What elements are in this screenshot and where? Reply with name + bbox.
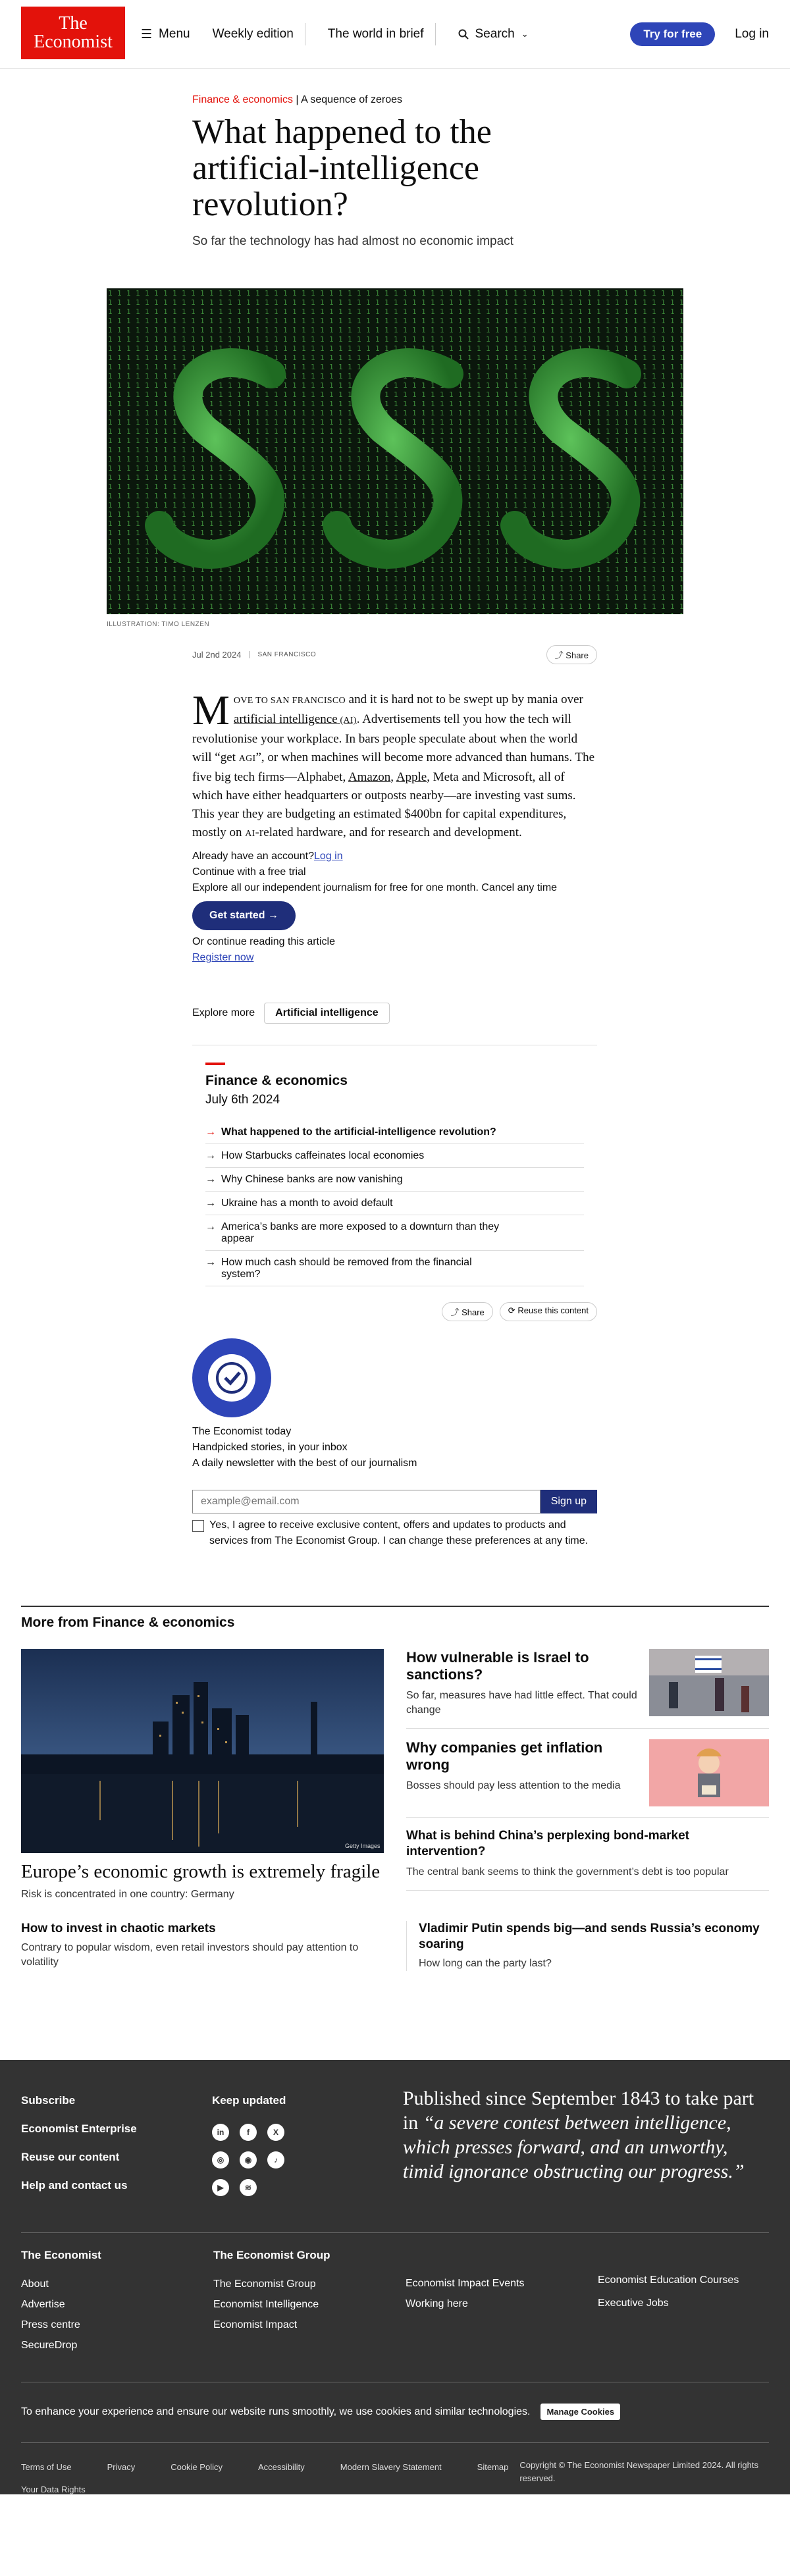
sitemap-link[interactable]: Sitemap bbox=[477, 2462, 509, 2472]
consent-text: Yes, I agree to receive exclusive content, offers and updates to products and services from The Economist Group. I can change these preferences at any time. bbox=[209, 1519, 589, 1546]
bottom-story-title: How to invest in chaotic markets bbox=[21, 1922, 216, 1935]
side-story[interactable] bbox=[406, 1828, 769, 1891]
rubric-separator: | bbox=[296, 94, 302, 105]
hamburger-icon: ☰ bbox=[141, 27, 153, 41]
related-item-title: Ukraine has a month to avoid default bbox=[221, 1197, 393, 1209]
body-text-segment: and it is hard not to be swept up by mania over bbox=[345, 693, 583, 706]
bottom-story[interactable] bbox=[21, 1921, 384, 1971]
body-text-segment: -related hardware, and for research and development. bbox=[255, 826, 522, 839]
ai-abbr: AI bbox=[245, 829, 255, 839]
side-story-title: How vulnerable is Israel to sanctions? bbox=[406, 1649, 589, 1683]
get-started-button[interactable]: Get started → bbox=[192, 901, 296, 930]
site-header bbox=[0, 0, 790, 69]
x-twitter-icon[interactable]: X bbox=[267, 2124, 284, 2141]
series-label: A sequence of zeroes bbox=[301, 94, 403, 105]
lead-story-title: Europe’s economic growth is extremely fragile bbox=[21, 1861, 381, 1882]
footer-group-links-2 bbox=[406, 2249, 598, 2355]
clock-face bbox=[208, 1354, 255, 1402]
related-item-title: What happened to the artificial-intelligence revolution? bbox=[221, 1126, 496, 1138]
related-item-title: How much cash should be removed from the financial system? bbox=[221, 1257, 472, 1280]
newsletter-form bbox=[192, 1490, 597, 1513]
arrow-right-icon: → bbox=[205, 1257, 216, 1268]
dollar-signs-illustration bbox=[107, 288, 683, 614]
arrow-right-icon: → bbox=[205, 1197, 216, 1209]
terms-link[interactable]: Terms of Use bbox=[21, 2462, 72, 2472]
newsletter-tagline: Handpicked stories, in your inbox bbox=[192, 1442, 348, 1453]
newsletter-info bbox=[192, 1424, 597, 1471]
list-item[interactable] bbox=[205, 1168, 584, 1192]
legal-bar bbox=[21, 2442, 769, 2501]
share-label: Share bbox=[461, 1307, 485, 1317]
more-from-heading: More from Finance & economics bbox=[21, 1615, 235, 1630]
newsletter-name: The Economist today bbox=[192, 1426, 292, 1437]
footer-link[interactable]: Executive Jobs bbox=[598, 2298, 669, 2309]
menu-label: Menu bbox=[159, 27, 190, 41]
ai-link-text: artificial intelligence bbox=[233, 712, 338, 726]
israel-protest-photo bbox=[649, 1649, 769, 1716]
footer-economist-heading: The Economist bbox=[21, 2249, 101, 2261]
share-label: Share bbox=[566, 650, 589, 660]
search-button[interactable] bbox=[458, 27, 529, 41]
body-text-segment: , bbox=[390, 770, 396, 784]
share-icon: ⤴ bbox=[554, 650, 564, 660]
economist-logo[interactable] bbox=[21, 7, 125, 59]
image-credit: ILLUSTRATION: TIMO LENZEN bbox=[107, 621, 210, 628]
email-input[interactable] bbox=[192, 1490, 540, 1513]
footer-link[interactable]: Working here bbox=[406, 2298, 468, 2309]
search-label: Search bbox=[475, 27, 515, 41]
cookie-policy-link[interactable]: Cookie Policy bbox=[171, 2462, 223, 2472]
facebook-icon[interactable]: f bbox=[240, 2124, 257, 2141]
lead-story-subtitle: Risk is concentrated in one country: Germany bbox=[21, 1889, 234, 1900]
cookie-notice bbox=[21, 2382, 769, 2420]
side-story-title: What is behind China’s perplexing bond-market intervention? bbox=[406, 1829, 690, 1858]
article-meta bbox=[192, 645, 597, 664]
related-list bbox=[205, 1120, 584, 1286]
agi-abbr: AGI bbox=[238, 754, 256, 764]
checkmark-icon bbox=[208, 1354, 255, 1402]
ai-link-abbr: (AI) bbox=[337, 716, 357, 725]
bottom-story-subtitle: Contrary to popular wisdom, even retail investors should pay attention to volatility bbox=[21, 1942, 359, 1968]
footer-link[interactable]: SecureDrop bbox=[21, 2340, 78, 2351]
consent-row bbox=[192, 1517, 597, 1549]
apple-link[interactable]: Apple bbox=[396, 770, 427, 784]
copyright: Copyright © The Economist Newspaper Limited 2024. All rights reserved. bbox=[519, 2460, 759, 2483]
share-icon: ⤴ bbox=[450, 1307, 462, 1317]
footer-link[interactable]: Economist Education Courses bbox=[598, 2274, 739, 2286]
body-text-segment: , Meta and Microsoft, all of which have either headquarters or outposts nearby—are investing vast sums. This year they are budgeting an estimated $400bn for capital expenditures, mostly on bbox=[192, 770, 576, 839]
arrow-right-icon: → bbox=[205, 1126, 216, 1138]
amazon-link[interactable]: Amazon bbox=[348, 770, 391, 784]
trial-description: Explore all our independent journalism for free for one month. Cancel any time bbox=[192, 882, 558, 893]
section-accent-bar bbox=[205, 1063, 225, 1065]
footer-divider bbox=[21, 2232, 769, 2233]
arrow-right-icon: → bbox=[205, 1174, 216, 1185]
paywall-panel bbox=[192, 849, 597, 966]
article-headline: What happened to the artificial-intelligence revolution? bbox=[192, 113, 492, 223]
footer-social bbox=[212, 2086, 403, 2199]
side-stories bbox=[406, 1649, 769, 1901]
side-story[interactable] bbox=[406, 1739, 769, 1818]
footer-link[interactable]: Economist Impact Events bbox=[406, 2278, 525, 2289]
explore-more bbox=[192, 1003, 597, 1024]
footer-group-links bbox=[213, 2249, 406, 2355]
list-item[interactable] bbox=[205, 1251, 584, 1286]
side-story[interactable] bbox=[406, 1649, 769, 1729]
dateline-location: SAN FRANCISCO bbox=[249, 651, 316, 658]
footer-group-heading: The Economist Group bbox=[213, 2249, 330, 2261]
world-in-brief-link[interactable]: The world in brief bbox=[327, 27, 424, 41]
manage-cookies-button[interactable]: Manage Cookies bbox=[540, 2404, 620, 2420]
section-link[interactable]: Finance & economics bbox=[192, 94, 293, 105]
hero-illustration bbox=[107, 288, 683, 614]
share-button-bottom[interactable] bbox=[442, 1302, 492, 1321]
article-actions bbox=[192, 1302, 597, 1321]
logo-line2: Economist bbox=[34, 32, 113, 52]
more-from-section bbox=[21, 1606, 769, 1971]
newsletter-description: A daily newsletter with the best of our journalism bbox=[192, 1458, 417, 1469]
arrow-right-icon: → bbox=[205, 1150, 216, 1161]
related-item-title: How Starbucks caffeinates local economies bbox=[221, 1150, 425, 1161]
lead-small-caps: OVE TO SAN FRANCISCO bbox=[233, 696, 346, 706]
list-item[interactable] bbox=[205, 1192, 584, 1215]
side-story-subtitle: Bosses should pay less attention to the media bbox=[406, 1780, 621, 1791]
nav-divider bbox=[435, 23, 436, 45]
footer-subscribe-link[interactable]: Subscribe bbox=[21, 2094, 76, 2107]
footer-primary-links bbox=[21, 2086, 212, 2199]
bottom-story[interactable] bbox=[406, 1921, 769, 1971]
footer-link[interactable]: Press centre bbox=[21, 2319, 80, 2330]
drop-cap: M bbox=[192, 687, 230, 733]
explore-more-label: Explore more bbox=[192, 1007, 255, 1018]
ai-topic-link[interactable] bbox=[234, 712, 357, 726]
consent-checkbox[interactable] bbox=[192, 1520, 204, 1532]
newsletter-clock-icon bbox=[192, 1338, 271, 1417]
frankfurt-skyline-photo bbox=[21, 1649, 384, 1853]
cookie-text: To enhance your experience and ensure our website runs smoothly, we use cookies and similar technologies. bbox=[21, 2405, 531, 2417]
footer-help-link[interactable]: Help and contact us bbox=[21, 2179, 128, 2192]
footer-link[interactable]: Advertise bbox=[21, 2299, 65, 2310]
article-standfirst: So far the technology has had almost no economic impact bbox=[192, 234, 514, 248]
side-story-title: Why companies get inflation wrong bbox=[406, 1739, 603, 1773]
side-story-subtitle: So far, measures have had little effect. That could change bbox=[406, 1690, 637, 1716]
side-story-subtitle: The central bank seems to think the government’s debt is too popular bbox=[406, 1866, 729, 1878]
data-rights-link[interactable]: Your Data Rights bbox=[21, 2484, 86, 2494]
bottom-story-title: Vladimir Putin spends big—and sends Russia’s economy soaring bbox=[419, 1922, 760, 1951]
footer-enterprise-link[interactable]: Economist Enterprise bbox=[21, 2122, 137, 2135]
paywall-login-link[interactable]: Log in bbox=[314, 851, 343, 862]
threads-icon[interactable]: ◉ bbox=[240, 2151, 257, 2169]
have-account-text: Already have an account? bbox=[192, 851, 315, 862]
footer-link[interactable]: The Economist Group bbox=[213, 2278, 316, 2290]
register-now-link[interactable]: Register now bbox=[192, 952, 254, 963]
bottom-story-subtitle: How long can the party last? bbox=[419, 1958, 552, 1969]
main-nav bbox=[141, 23, 529, 45]
inflation-cartoon-illustration bbox=[649, 1739, 769, 1806]
site-footer bbox=[0, 2060, 790, 2494]
related-item-title: America’s banks are more exposed to a downturn than they appear bbox=[221, 1221, 500, 1244]
weekly-edition-link[interactable]: Weekly edition bbox=[212, 27, 294, 41]
menu-button[interactable] bbox=[141, 27, 190, 42]
footer-reuse-link[interactable]: Reuse our content bbox=[21, 2151, 120, 2163]
related-item-title: Why Chinese banks are now vanishing bbox=[221, 1174, 403, 1185]
body-text-segment: ”, or when machines will become more advanced than humans. The five big tech firms—Alphabet, bbox=[192, 750, 595, 784]
related-articles bbox=[192, 1045, 597, 1286]
list-item[interactable] bbox=[205, 1120, 584, 1144]
topic-chip-ai[interactable]: Artificial intelligence bbox=[264, 1003, 389, 1024]
accessibility-link[interactable]: Accessibility bbox=[257, 2462, 305, 2472]
reuse-label: Reuse this content bbox=[517, 1305, 589, 1315]
sign-up-button[interactable]: Sign up bbox=[540, 1490, 597, 1513]
trial-heading: Continue with a free trial bbox=[192, 866, 306, 878]
try-for-free-button[interactable]: Try for free bbox=[630, 22, 715, 46]
reuse-icon: ⟳ bbox=[508, 1305, 518, 1315]
footer-economist-links bbox=[21, 2249, 213, 2355]
logo-line1: The bbox=[59, 13, 88, 34]
footer-link[interactable]: Economist Intelligence bbox=[213, 2299, 319, 2310]
search-icon bbox=[458, 29, 469, 39]
continue-reading-text: Or continue reading this article bbox=[192, 936, 335, 947]
publish-date: Jul 2nd 2024 bbox=[192, 650, 242, 660]
tiktok-icon[interactable]: ♪ bbox=[267, 2151, 284, 2169]
modern-slavery-link[interactable]: Modern Slavery Statement bbox=[340, 2462, 442, 2472]
share-button-top[interactable] bbox=[546, 645, 597, 664]
body-text-segment: . Advertisements tell you how the tech will revolutionise your workplace. In bars people speculate about when the world will “get bbox=[192, 712, 578, 764]
founding-quote bbox=[403, 2086, 769, 2199]
reuse-content-button[interactable] bbox=[500, 1302, 597, 1321]
photo-credit: Getty Images bbox=[345, 1843, 381, 1849]
quote-text: “a severe contest between intelligence, which presses forward, and an unworthy, timid ignorance obstructing our progress.” bbox=[402, 2112, 745, 2182]
youtube-icon[interactable]: ▶ bbox=[212, 2179, 229, 2196]
footer-link[interactable]: Economist Impact bbox=[213, 2319, 298, 2330]
lead-story[interactable] bbox=[21, 1649, 384, 1901]
list-item[interactable] bbox=[205, 1144, 584, 1168]
login-link[interactable]: Log in bbox=[735, 27, 769, 41]
privacy-link[interactable]: Privacy bbox=[107, 2462, 136, 2472]
quote-intro: Published since September 1843 to take part in bbox=[402, 2088, 754, 2134]
linkedin-icon[interactable]: in bbox=[212, 2124, 229, 2141]
related-edition-date: July 6th 2024 bbox=[205, 1093, 280, 1107]
instagram-icon[interactable]: ◎ bbox=[212, 2151, 229, 2169]
article-body bbox=[192, 687, 597, 843]
related-section-title: Finance & economics bbox=[205, 1073, 348, 1088]
chevron-down-icon: ⌄ bbox=[521, 29, 529, 39]
rss-icon[interactable]: ≋ bbox=[240, 2179, 257, 2196]
keep-updated-label: Keep updated bbox=[211, 2094, 286, 2107]
list-item[interactable] bbox=[205, 1215, 584, 1251]
arrow-right-icon: → bbox=[205, 1221, 216, 1232]
footer-link[interactable]: About bbox=[21, 2278, 49, 2290]
footer-group-links-3 bbox=[598, 2249, 749, 2355]
have-account-line bbox=[192, 849, 597, 864]
article-rubric bbox=[192, 94, 597, 106]
